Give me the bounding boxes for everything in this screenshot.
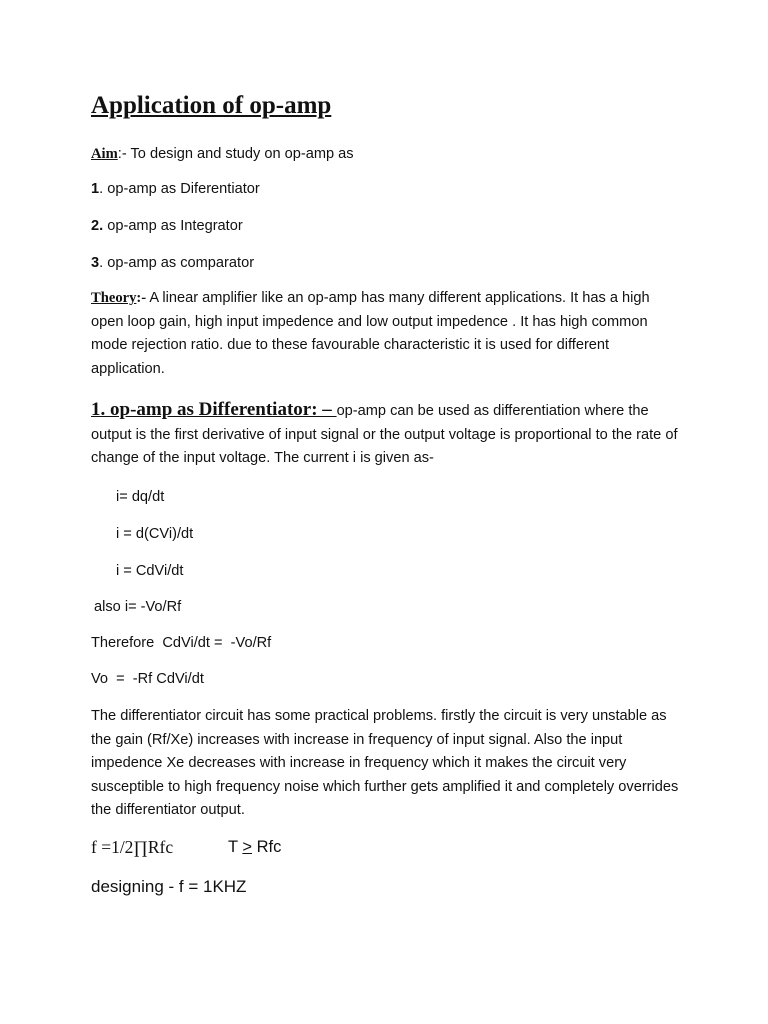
aim-item-text: op-amp as Integrator xyxy=(103,218,243,234)
aim-line xyxy=(91,144,354,164)
time-formula-suffix: Rfc xyxy=(252,838,282,856)
vo-equation: Vo = -Rf CdVi/dt xyxy=(91,671,204,687)
frequency-formula: f =1/2∏Rfc xyxy=(91,837,174,857)
designing-line: designing - f = 1KHZ xyxy=(91,877,247,896)
also-equation: also i= -Vo/Rf xyxy=(94,599,182,615)
time-formula-prefix: T xyxy=(228,838,243,856)
aim-separator: :- xyxy=(117,146,131,162)
aim-item-3 xyxy=(91,253,254,273)
aim-item-2 xyxy=(91,216,243,236)
time-formula xyxy=(228,838,281,857)
equation-3: i = CdVi/dt xyxy=(116,563,184,579)
theory-label: Theory xyxy=(91,290,137,306)
aim-text: To design and study on op-amp as xyxy=(130,146,354,162)
aim-item-text: . op-amp as Diferentiator xyxy=(99,181,260,197)
theory-separator: :- xyxy=(136,290,147,306)
aim-item-number: 2. xyxy=(91,218,104,234)
greater-equal-symbol: > xyxy=(242,838,253,856)
problems-paragraph: The differentiator circuit has some practical problems. firstly the circuit is very unstable as the gain (Rf/Xe) increases with increase in frequency of input signal. Also the input impedence Xe decreases with increase in frequency which it makes the circuit very susceptible to high frequency noise which further gets amplified it and completely overrides the differentiator output. xyxy=(91,708,679,818)
formula-row xyxy=(91,837,282,858)
theory-paragraph xyxy=(91,287,681,381)
aim-item-1 xyxy=(91,179,260,199)
therefore-equation: Therefore CdVi/dt = -Vo/Rf xyxy=(91,635,272,651)
differentiator-heading: 1. op-amp as Differentiator: – xyxy=(91,399,337,420)
page-title: Application of op-amp xyxy=(91,92,332,119)
differentiator-text: op-amp can be used as differentiation where the output is the first derivative of input signal or the output voltage is proportional to the rate of change of the input voltage. The current i is given as- xyxy=(91,403,678,466)
aim-item-text: . op-amp as comparator xyxy=(99,255,255,271)
aim-item-number: 3 xyxy=(91,255,100,271)
differentiator-section xyxy=(91,398,691,471)
aim-item-number: 1 xyxy=(91,181,100,197)
aim-label: Aim xyxy=(91,146,118,162)
equation-1: i= dq/dt xyxy=(116,489,165,505)
equation-2: i = d(CVi)/dt xyxy=(116,526,194,542)
theory-text: A linear amplifier like an op-amp has many different applications. It has a high open loop gain, high input impedence and low output impedence . It has high common mode rejection ratio. due to these favourable characteristic it is used for different application. xyxy=(91,290,650,377)
